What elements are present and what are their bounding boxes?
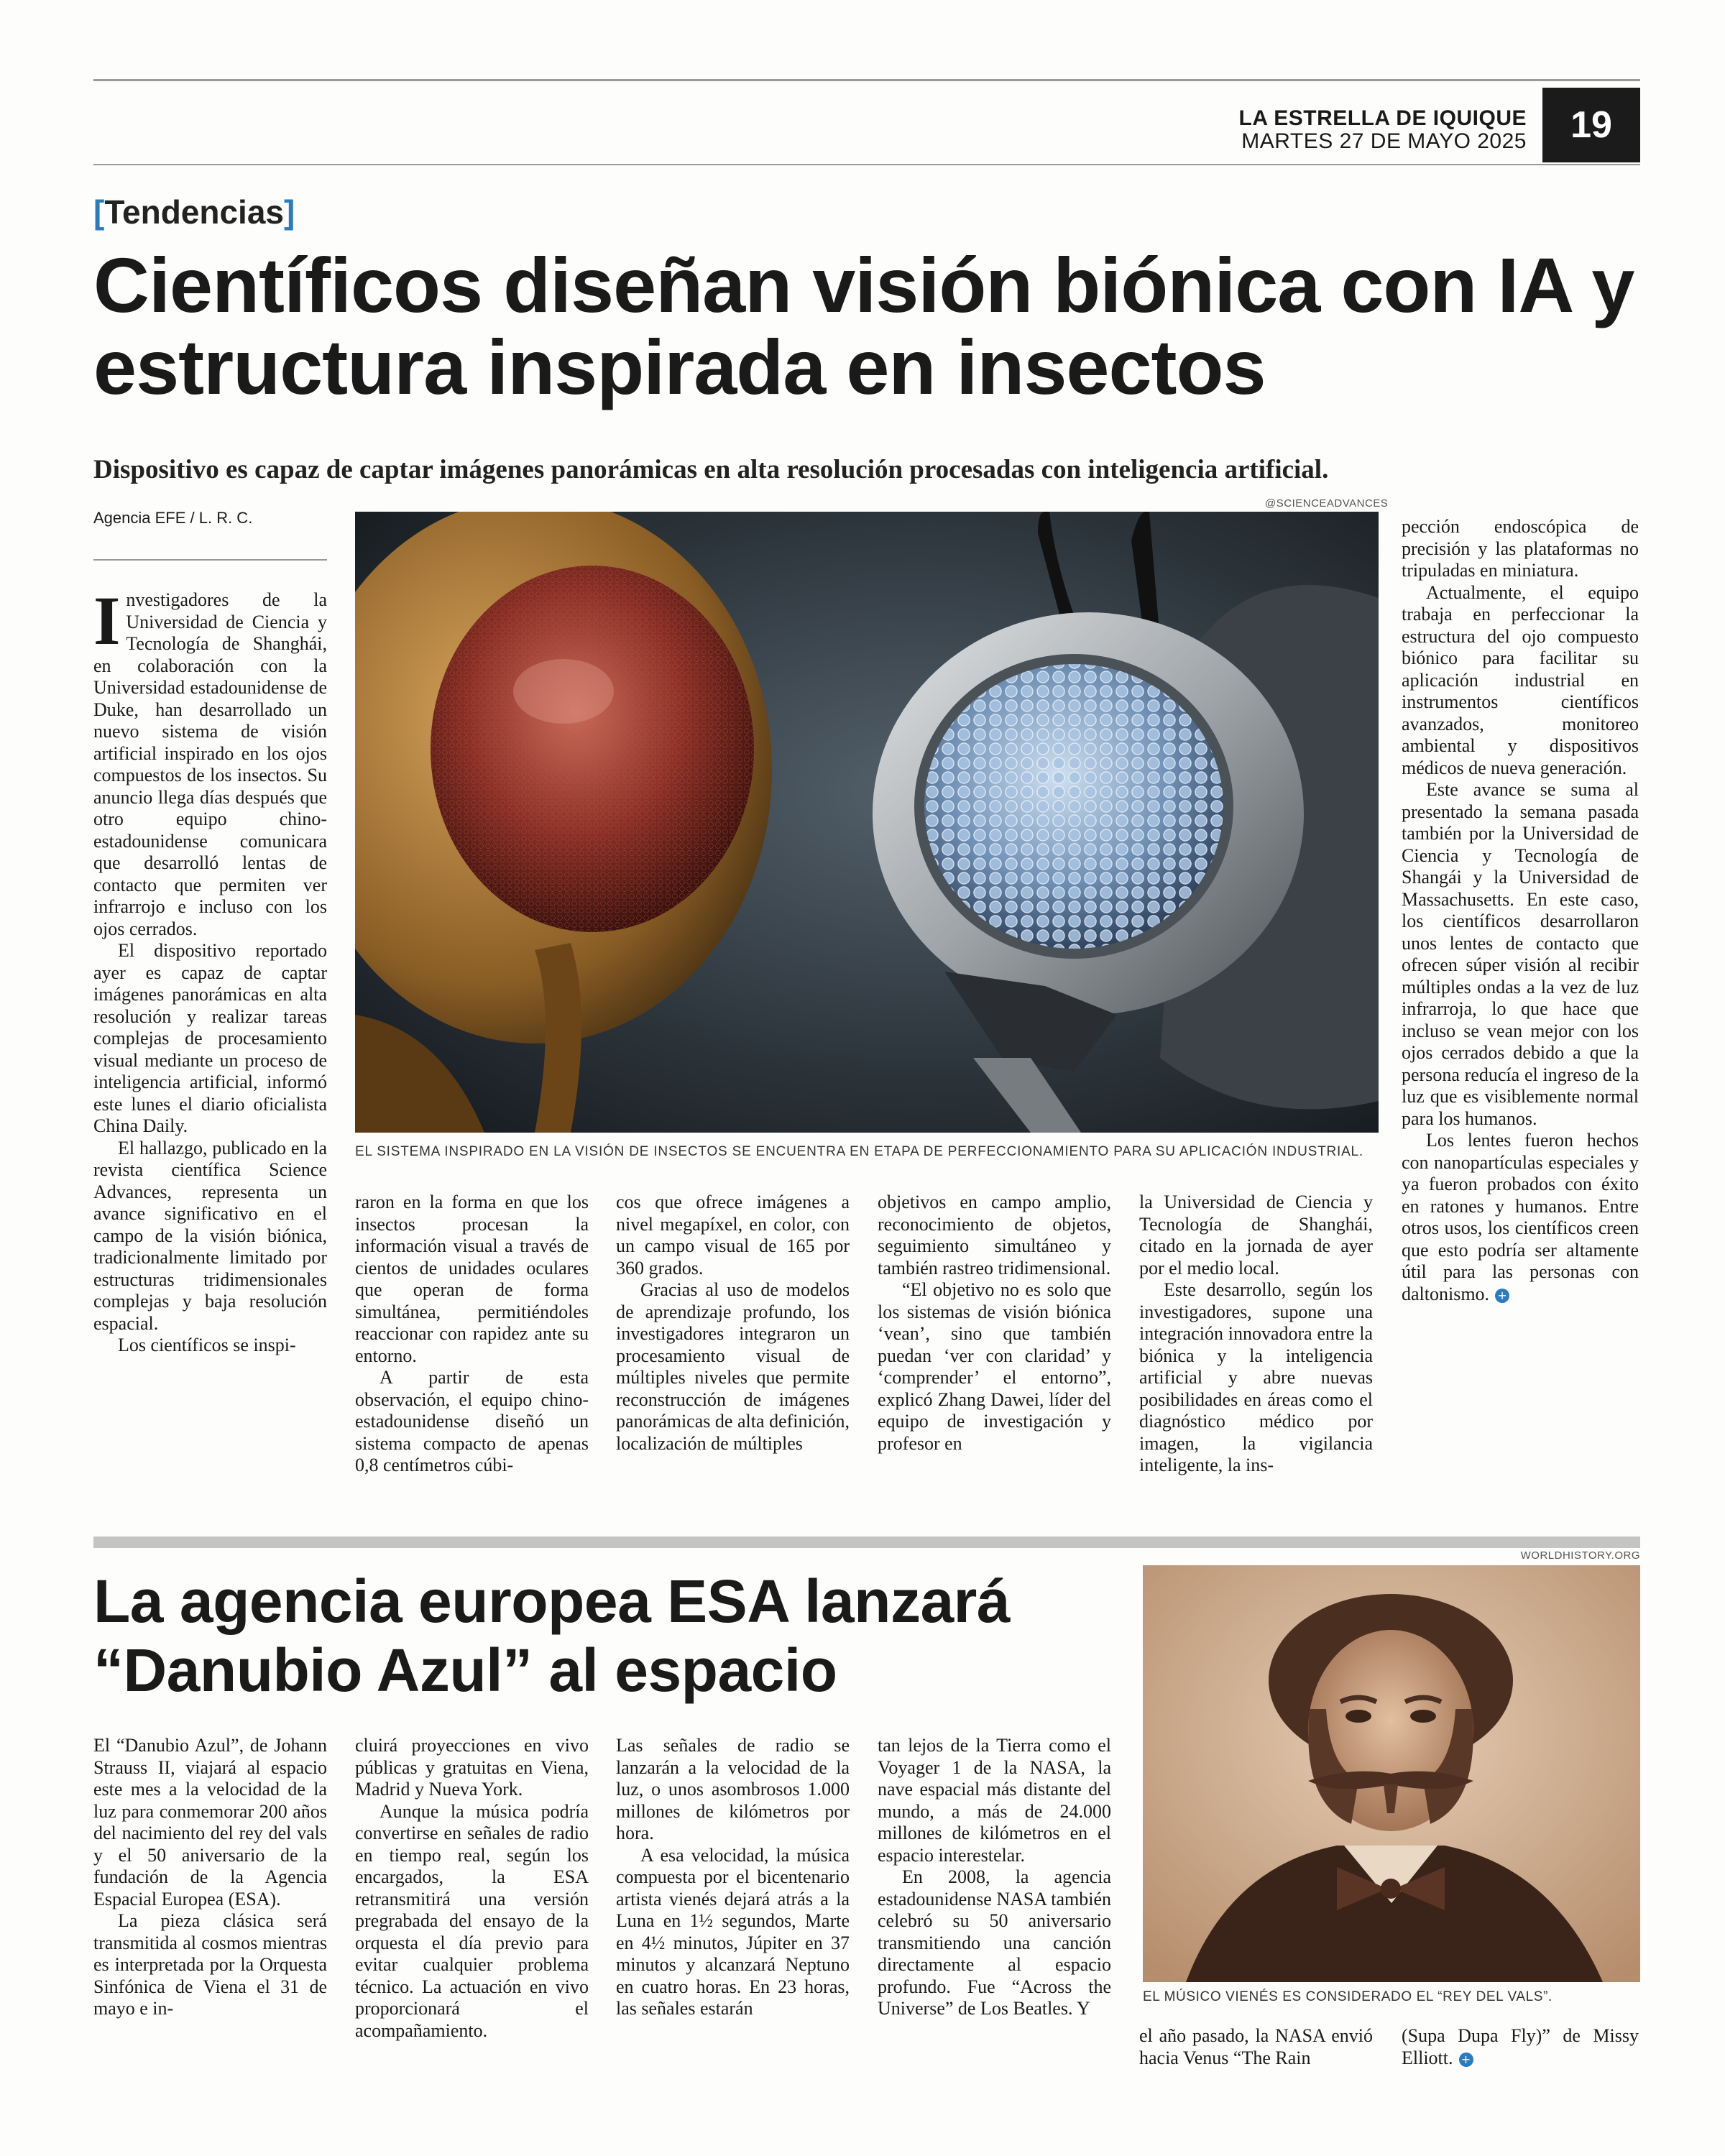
publication-name: LA ESTRELLA DE IQUIQUE bbox=[1238, 106, 1527, 130]
paragraph: la Universidad de Ciencia y Tecnología de Shanghái, citado en la jornada de ayer por el medio local. bbox=[1139, 1192, 1373, 1279]
article1-byline: Agencia EFE / L. R. C. bbox=[93, 509, 253, 527]
paragraph: pección endoscópica de precisión y las plataformas no tripuladas en miniatura. bbox=[1402, 516, 1639, 581]
header-rule bbox=[93, 164, 1640, 165]
article1-column-1 bbox=[93, 582, 327, 1357]
paragraph: En 2008, la agencia estadounidense NASA también celebró su 50 aniversario transmitiendo una canción directamente al espacio profundo. Fue “Across the Universe” de Los Beatles. Y bbox=[878, 1866, 1111, 2019]
paragraph bbox=[1402, 1130, 1639, 1305]
article1-column-5 bbox=[1139, 1192, 1373, 1477]
paragraph-text: nvestigadores de la Universidad de Ciencia y Tecnología de Shanghái, en colaboración con la Universidad estadounidense de Duke, han desarrollado un nuevo sistema de visión artificial inspirado en los ojos compuestos de los insectos. Su anuncio llega días después que otro equipo chino-estadounidense comunicara que desarrolló lentas de contacto que permiten ver infrarrojo e incluso con los ojos cerrados. bbox=[93, 589, 327, 939]
article2-column-2 bbox=[355, 1735, 589, 2042]
paragraph: “El objetivo no es solo que los sistemas de visión biónica ‘vean’, sino que también puedan ‘ver con claridad’ y ‘comprender’ el entorno”, explicó Zhang Dawei, líder del equipo de investigación y profesor en bbox=[878, 1279, 1111, 1454]
article1-column-6 bbox=[1402, 516, 1639, 1305]
paragraph: tan lejos de la Tierra como el Voyager 1 de la NASA, la nave espacial más distante del mundo, a más de 24.000 millones de kilómetros en el espacio interestelar. bbox=[878, 1735, 1111, 1866]
paragraph: El “Danubio Azul”, de Johann Strauss II, viajará al espacio este mes a la velocidad de la luz para conmemorar 200 años del nacimiento del rey del vals y el 50 aniversario de la fundación de la Agencia Espacial Europea (ESA). bbox=[93, 1735, 327, 1909]
article2-photo-credit: WORLDHISTORY.ORG bbox=[1520, 1549, 1640, 1562]
paragraph: Gracias al uso de modelos de aprendizaje profundo, los investigadores integraron un procesamiento visual de múltiples niveles que permite reconstrucción de imágenes panorámicas de alta definición, localización de múltiples bbox=[616, 1279, 850, 1454]
article2-column-1 bbox=[93, 1735, 327, 2020]
paragraph: cluirá proyecciones en vivo públicas y gratuitas en Viena, Madrid y Nueva York. bbox=[355, 1735, 589, 1800]
paragraph: A partir de esta observación, el equipo chino-estadounidense diseñó un sistema compacto de apenas 0,8 centímetros cúbi- bbox=[355, 1367, 589, 1475]
article2-column-6 bbox=[1402, 2025, 1639, 2069]
paragraph-text: (Supa Dupa Fly)” de Missy Elliott. bbox=[1402, 2025, 1639, 2068]
paragraph-text: Los lentes fueron hechos con nanopartículas especiales y ya fueron probados con éxito en ratones y humanos. Entre otros usos, los científicos creen que esto podría ser altamente útil para las personas con daltonismo. bbox=[1402, 1130, 1639, 1304]
paragraph: Este desarrollo, según los investigadores, supone una integración innovadora entre la biónica y la inteligencia artificial y abre nuevas posibilidades en áreas como el diagnóstico médico por imagen, la vigilancia inteligente, la ins- bbox=[1139, 1279, 1373, 1475]
article2-headline: La agencia europea ESA lanzará “Danubio Azul” al espacio bbox=[93, 1567, 1011, 1704]
article2-photo-strauss-portrait bbox=[1143, 1565, 1640, 1982]
paragraph: A esa velocidad, la música compuesta por el bicentenario artista vienés dejará atrás a la Luna en 1½ segundos, Marte en 4½ minutos, Júpiter en 37 minutos y alcanzará Neptuno en cuatro horas. En 23 horas, las señales estarán bbox=[616, 1844, 850, 2019]
article1-column-3 bbox=[616, 1192, 850, 1455]
article1-headline: Científicos diseñan visión biónica con IA y estructura inspirada en insectos bbox=[93, 241, 1634, 410]
article2-photo-caption: EL MÚSICO VIENÉS ES CONSIDERADO EL “REY DEL VALS”. bbox=[1143, 1989, 1552, 2004]
section-tag-label: Tendencias bbox=[104, 193, 285, 231]
end-of-article-icon: + bbox=[1459, 2053, 1473, 2067]
section-tag: [Tendencias] bbox=[93, 193, 295, 231]
paragraph: Las señales de radio se lanzarán a la velocidad de la luz, o unos asombrosos 1.000 millones de kilómetros por hora. bbox=[616, 1735, 850, 1843]
article1-column-4 bbox=[878, 1192, 1111, 1455]
paragraph: cos que ofrece imágenes a nivel megapíxel, en color, con un campo visual de 165 por 360 grados. bbox=[616, 1192, 850, 1279]
article1-photo-credit: @SCIENCEADVANCES bbox=[1265, 497, 1389, 510]
paragraph bbox=[1402, 2025, 1639, 2069]
article1-photo-caption: EL SISTEMA INSPIRADO EN LA VISIÓN DE INSECTOS SE ENCUENTRA EN ETAPA DE PERFECCIONAMIENTO PARA SU APLICACIÓN INDUSTRIAL. bbox=[355, 1144, 1363, 1159]
article2-column-4 bbox=[878, 1735, 1111, 2020]
paragraph: objetivos en campo amplio, reconocimiento de objetos, seguimiento simultáneo y también rastreo tridimensional. bbox=[878, 1192, 1111, 1279]
paragraph: Actualmente, el equipo trabaja en perfeccionar la estructura del ojo compuesto biónico para facilitar su aplicación industrial en instrumentos científicos avanzados, monitoreo ambiental y dispositivos médicos de nueva generación. bbox=[1402, 581, 1639, 778]
page-number: 19 bbox=[1542, 88, 1640, 162]
paragraph: La pieza clásica será transmitida al cosmos mientras es interpretada por la Orquesta Sinfónica de Viena el 31 de mayo e in- bbox=[93, 1910, 327, 2019]
drop-cap: I bbox=[93, 582, 121, 659]
article1-column-2 bbox=[355, 1192, 589, 1477]
end-of-article-icon: + bbox=[1495, 1289, 1509, 1303]
paragraph: El dispositivo reportado ayer es capaz de captar imágenes panorámicas en alta resolución y realizar tareas complejas de procesamiento visual mediante un proceso de inteligencia artificial, informó este lunes el diario oficialista China Daily. bbox=[93, 940, 327, 1136]
article1-photo-fly-and-robot bbox=[355, 512, 1379, 1133]
paragraph: el año pasado, la NASA envió hacia Venus “The Rain bbox=[1139, 2025, 1373, 2068]
article-divider bbox=[93, 1537, 1640, 1548]
byline-rule bbox=[93, 559, 327, 561]
article2-column-3 bbox=[616, 1735, 850, 2020]
paragraph bbox=[93, 582, 327, 940]
publication-date: MARTES 27 DE MAYO 2025 bbox=[1241, 129, 1527, 153]
paragraph: Aunque la música podría convertirse en señales de radio en tiempo real, según los encargados, la ESA retransmitirá una versión pregrabada del ensayo de la orquesta el día previo para evitar cualquier problema técnico. La actuación en vivo proporcionará el acompañamiento. bbox=[355, 1800, 589, 2041]
article2-column-5 bbox=[1139, 2025, 1373, 2069]
paragraph: Este avance se suma al presentado la semana pasada también por la Universidad de Ciencia y Tecnología de Shangái y la Universidad de Massachusetts. En este caso, los científicos desarrollaron unos lentes de contacto que ofrecen súper visión al recibir múltiples ondas a la vez de luz infrarroja, lo que hace que incluso se vean mejor con los ojos cerrados debido a que la persona reducía el ingreso de la luz que es visiblemente normal para los humanos. bbox=[1402, 779, 1639, 1129]
paragraph: raron en la forma en que los insectos procesan la información visual a través de cientos de unidades oculares que operan de forma simultánea, permitiéndoles reaccionar con rapidez ante su entorno. bbox=[355, 1192, 589, 1366]
article1-subheadline: Dispositivo es capaz de captar imágenes panorámicas en alta resolución procesadas con inteligencia artificial. bbox=[93, 455, 1329, 484]
paragraph: Los científicos se inspi- bbox=[118, 1335, 296, 1355]
paragraph: El hallazgo, publicado en la revista científica Science Advances, representa un avance significativo en el campo de la visión biónica, tradicionalmente limitado por estructuras tridimensionales complejas y baja resolución espacial. bbox=[93, 1137, 327, 1334]
top-rule bbox=[93, 79, 1640, 81]
